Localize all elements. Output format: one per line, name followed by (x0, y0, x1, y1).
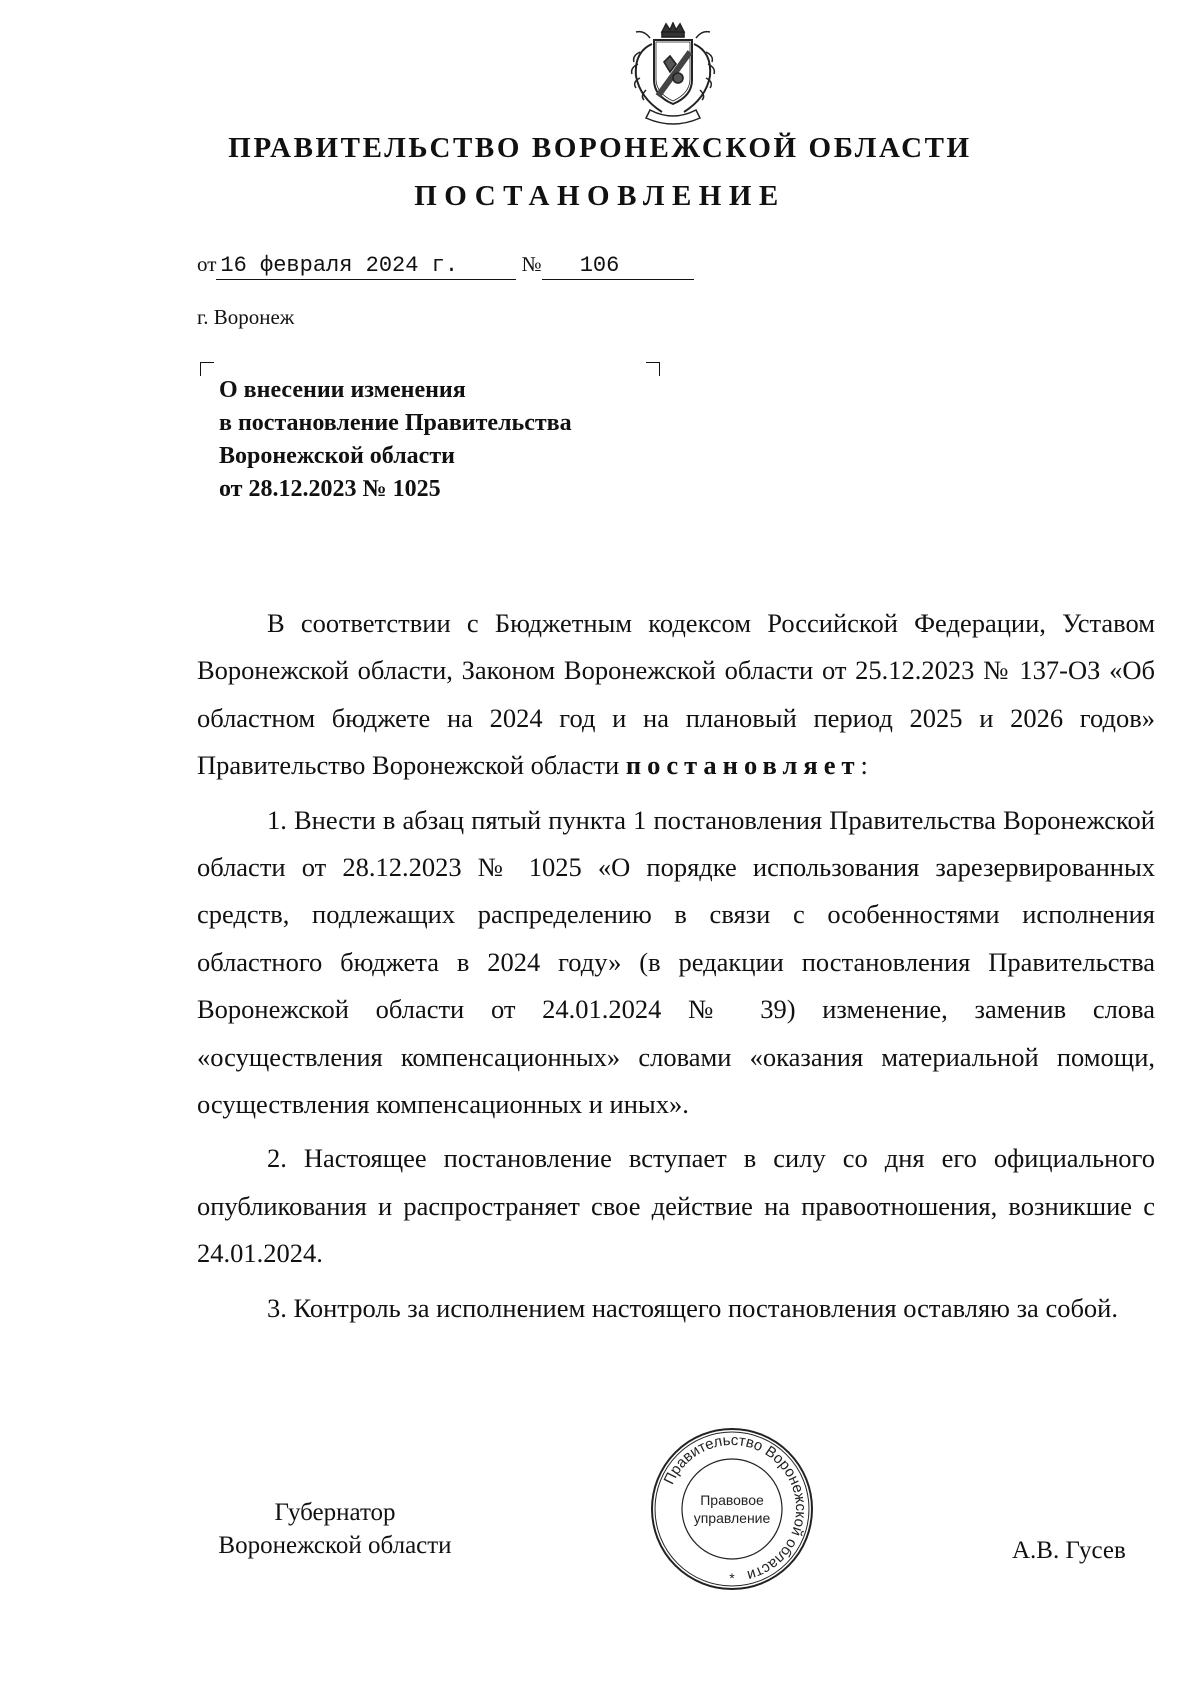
government-title: ПРАВИТЕЛЬСТВО ВОРОНЕЖСКОЙ ОБЛАСТИ (228, 132, 972, 164)
subject-line: О внесении изменения (219, 377, 466, 403)
document-type-title: ПОСТАНОВЛЕНИЕ (414, 180, 786, 212)
position-line: Губернатор (274, 1499, 396, 1526)
stamp-inner-line: Правовое (700, 1492, 764, 1508)
item-paragraph: 3. Контроль за исполнением настоящего постановления оставляю за собой. (267, 1292, 1118, 1323)
date-prefix: от (197, 252, 217, 276)
position-line: Воронежской области (218, 1532, 452, 1559)
city: г. Воронеж (197, 305, 295, 329)
document-body (197, 600, 1155, 1332)
preamble-text: В соответствии с Бюджетным кодексом Российской Федерации, Уставом Воронежской области, Законом Воронежской области от 25.12.2023 № 137-ОЗ «Об областном бюджете на 2024 год и на плановый период 2025 и 2026 годов» Правительство Воронежской области (197, 608, 1155, 781)
preamble-end: : (860, 750, 868, 781)
subject-line: от 28.12.2023 № 1025 (219, 476, 441, 502)
item-paragraph: 1. Внести в абзац пятый пункта 1 постановления Правительства Воронежской области от 28.12.2023 № 1025 «О порядке использования зарезервированных средств, подлежащих распределению в связи с особенностями исполнения областного бюджета в 2024 году» (в редакции постановления Правительства Воронежской области от 24.01.2024 № 39) изменение, заменив слова «осуществления компенсационных» словами «оказания материальной помощи, осуществления компенсационных и иных». (197, 804, 1155, 1120)
stamp-star: * (729, 1570, 735, 1586)
signatory-position (190, 1496, 480, 1562)
subject-line: Воронежской области (219, 443, 455, 469)
subject-corner-left (200, 362, 214, 376)
item-paragraph: 2. Настоящее постановление вступает в силу со дня его официального опубликования и распространяет свое действие на правоотношения, возникшие с 24.01.2024. (197, 1143, 1155, 1269)
preamble-keyword: постановляет (625, 750, 861, 781)
document-date: 16 февраля 2024 г. (216, 253, 516, 280)
document-subject (219, 374, 572, 506)
subject-line: в постановление Правительства (219, 410, 572, 436)
coat-of-arms-emblem (614, 22, 732, 128)
legal-department-stamp (648, 1425, 816, 1593)
document-number: 106 (542, 253, 694, 280)
subject-corner-right (646, 362, 660, 376)
preamble-paragraph (197, 600, 1155, 790)
stamp-outer-text: Правительство Воронежской области (660, 1431, 810, 1584)
document-date-number-row (197, 252, 694, 280)
number-prefix: № (521, 252, 542, 276)
stamp-inner-line: управление (693, 1510, 771, 1526)
signatory-name: А.В. Гусев (1012, 1537, 1126, 1564)
